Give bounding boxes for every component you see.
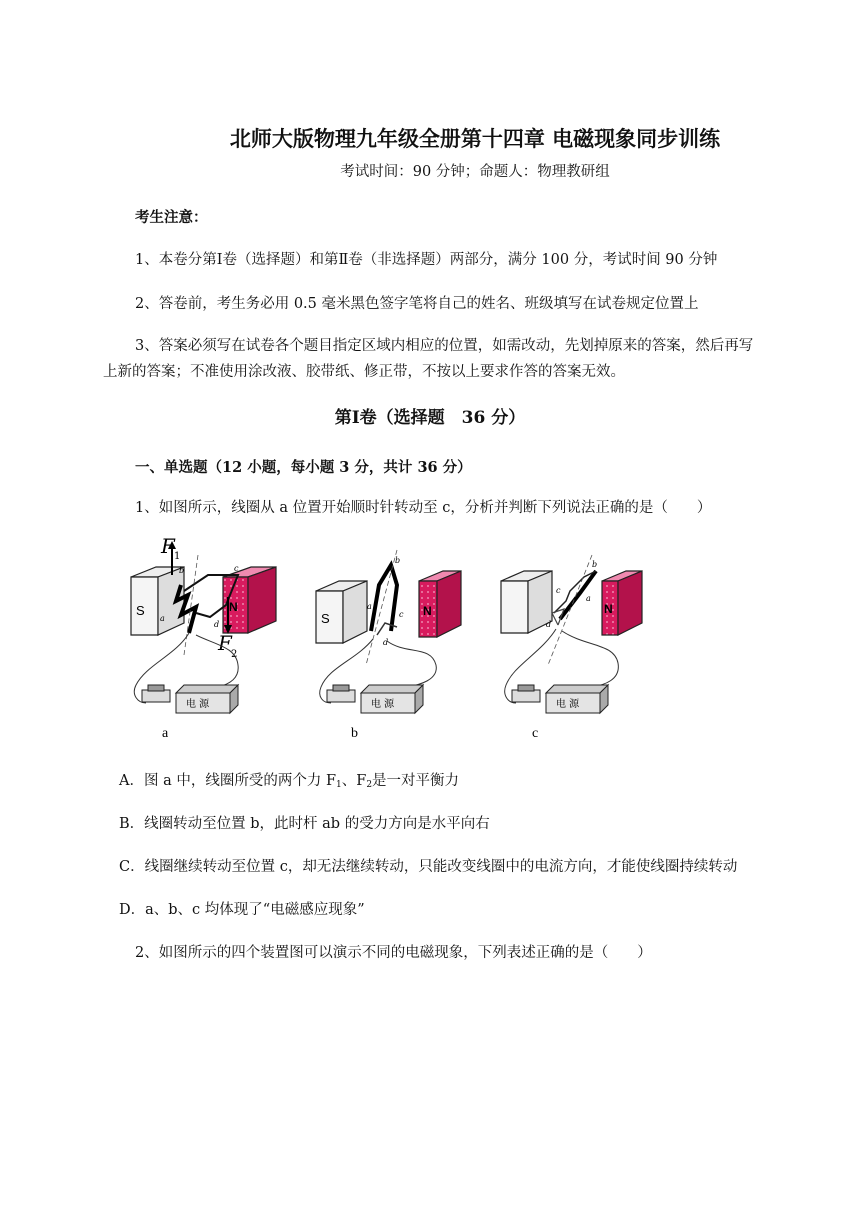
option-a-sub1: 1 (336, 780, 342, 790)
notice-heading: 考生注意： (135, 209, 208, 226)
coil-letter-d-b: d (383, 638, 389, 647)
option-a (119, 769, 459, 790)
coil-letter-d-a: d (214, 620, 220, 629)
page-title: 北师大版物理九年级全册第十四章 电磁现象同步训练 (229, 126, 721, 151)
coil-letter-a-a: a (160, 614, 165, 623)
panel-a (131, 535, 276, 741)
panel-b (316, 550, 461, 741)
magnet-n-label-a: N (229, 600, 238, 614)
magnet-s-label-b: S (321, 611, 330, 626)
magnet-s-label-a: S (136, 603, 145, 618)
power-label-c: 电 源 (556, 699, 580, 710)
coil-letter-b-c: b (592, 560, 598, 569)
notice-item-1: 1、本卷分第Ⅰ卷（选择题）和第Ⅱ卷（非选择题）两部分，满分 100 分，考试时间 90 分钟 (135, 252, 718, 268)
question-1-stem: 1、如图所示，线圈从 a 位置开始顺时针转动至 c，分析并判断下列说法正确的是（ ） (135, 500, 712, 516)
motor-coil-figure (126, 535, 646, 745)
power-label-b: 电 源 (371, 699, 395, 710)
magnet-n-label-c: N (604, 602, 613, 616)
force-f1-label: F (161, 535, 175, 558)
option-c: C．线圈继续转动至位置 c，却无法继续转动，只能改变线圈中的电流方向，才能使线圈持续转动 (119, 859, 738, 875)
option-a-pre: A．图 a 中，线圈所受的两个力 F (119, 773, 337, 789)
power-label-a: 电 源 (186, 699, 210, 710)
coil-letter-b-a: b (179, 566, 185, 575)
coil-letter-d-c: d (546, 620, 552, 629)
magnet-n-label-b: N (423, 604, 432, 618)
option-a-sub2: 2 (366, 780, 373, 790)
coil-letter-c-a: c (234, 564, 239, 573)
option-a-post: 是一对平衡力 (372, 773, 460, 789)
option-a-mid: 、F (341, 773, 367, 789)
option-b: B．线圈转动至位置 b，此时杆 ab 的受力方向是水平向右 (119, 816, 490, 832)
notice-item-3: 3、答案必须写在试卷各个题目指定区域内相应的位置，如需改动，先划掉原来的答案，然后再写 (135, 338, 754, 354)
coil-letter-a-c: a (586, 594, 591, 603)
force-f2-label: F (218, 631, 232, 655)
option-d: D．a、b、c 均体现了“电磁感应现象” (119, 902, 365, 918)
panel-label-a: a (162, 726, 169, 741)
panel-label-b: b (351, 726, 358, 741)
coil-letter-c-b: c (399, 610, 404, 619)
panel-label-c: c (532, 726, 539, 741)
force-f1-subscript: 1 (174, 551, 181, 562)
coil-letter-a-b: a (367, 602, 372, 611)
coil-letter-c-c: c (556, 586, 561, 595)
notice-item-3-cont: 上新的答案；不准使用涂改液、胶带纸、修正带，不按以上要求作答的答案无效。 (103, 364, 625, 380)
force-f2-subscript: 2 (231, 649, 238, 660)
question-2-stem: 2、如图所示的四个装置图可以演示不同的电磁现象，下列表述正确的是（ ） (135, 945, 652, 961)
panel-c (501, 555, 642, 741)
exam-info: 考试时间：90 分钟；命题人：物理教研组 (340, 164, 610, 180)
part-heading: 一、单选题（12 小题，每小题 3 分，共计 36 分） (135, 459, 472, 476)
coil-letter-b-b: b (395, 556, 401, 565)
section-title: 第Ⅰ卷（选择题 36 分） (334, 408, 526, 428)
notice-item-2: 2、答卷前，考生务必用 0.5 毫米黑色签字笔将自己的姓名、班级填写在试卷规定位置上 (135, 296, 699, 312)
